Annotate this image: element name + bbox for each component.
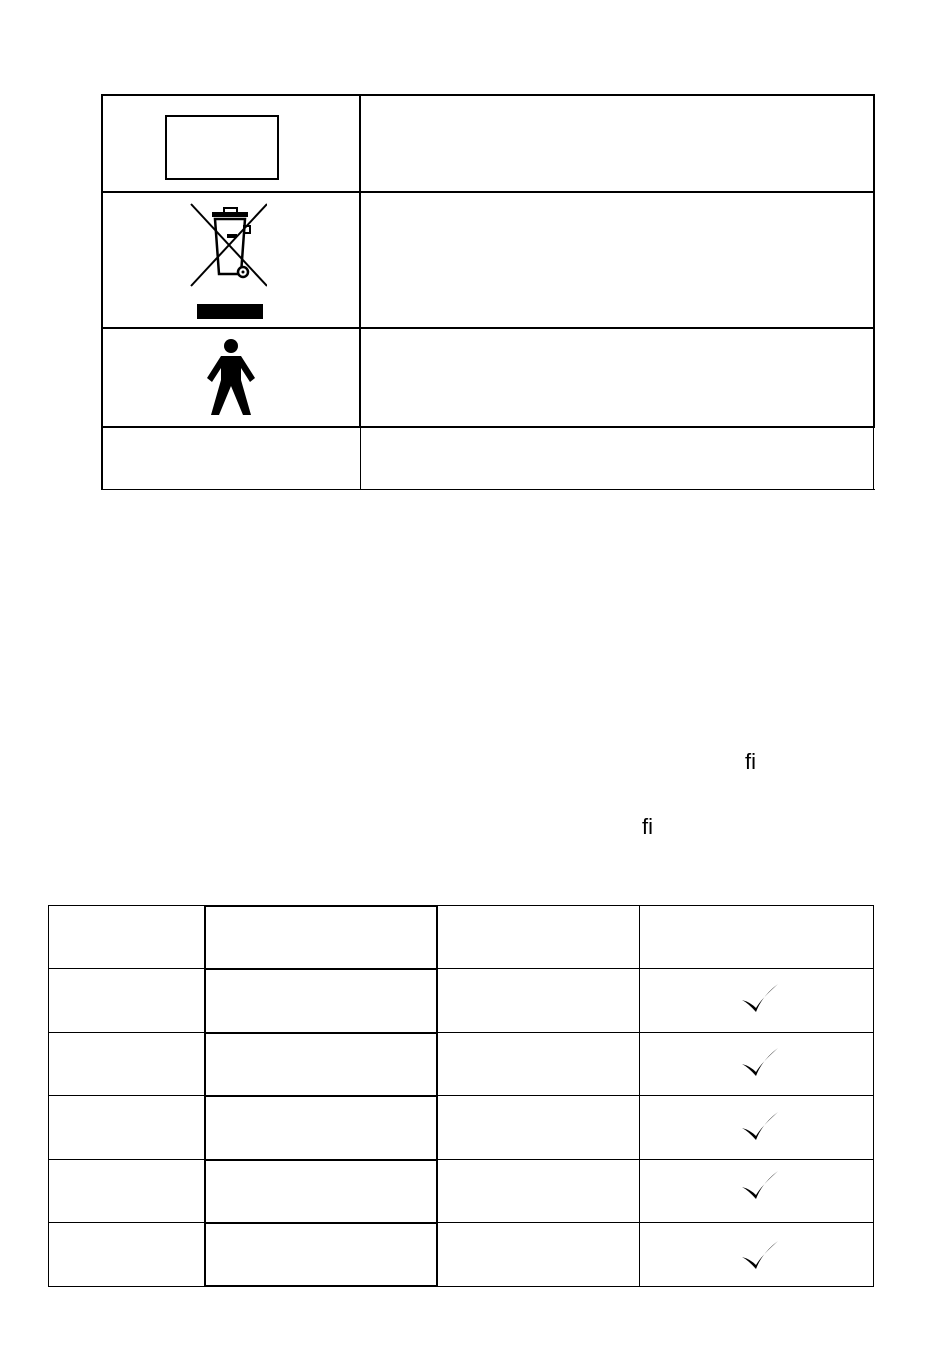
spec-mid-frame-4	[204, 1159, 438, 1161]
table-border-top	[101, 94, 875, 96]
crossed-out-wheelie-bin-icon	[187, 202, 267, 322]
checkmark-icon	[740, 1239, 780, 1273]
symbols-table	[101, 94, 875, 490]
spec-row-divider-5	[48, 1222, 874, 1223]
type-b-applied-part-icon	[203, 338, 259, 416]
column-divider-lower	[360, 428, 361, 490]
table-border-right	[873, 94, 875, 428]
spec-row-divider-3	[48, 1095, 874, 1096]
spec-border-bottom	[48, 1286, 874, 1287]
spec-border-top	[48, 905, 874, 906]
column-divider	[359, 94, 361, 428]
spec-row-divider-1	[48, 968, 874, 969]
row-divider-1	[101, 191, 875, 193]
checkmark-icon	[740, 1169, 780, 1203]
spec-mid-frame-bottom	[204, 1285, 438, 1287]
spec-col-divider-3	[639, 905, 640, 1287]
spec-table	[48, 905, 874, 1287]
ligature-glyph-2: ﬁ	[642, 814, 653, 839]
spec-mid-frame-2	[204, 1032, 438, 1034]
checkmark-icon	[740, 1046, 780, 1080]
row-divider-3	[101, 426, 875, 428]
spec-mid-frame-5	[204, 1222, 438, 1224]
table-border-bottom	[101, 489, 875, 490]
row-divider-2	[101, 327, 875, 329]
spec-row-divider-2	[48, 1032, 874, 1033]
checkmark-icon	[740, 1110, 780, 1144]
table-border-left	[101, 94, 103, 490]
ligature-glyph-1: ﬁ	[745, 749, 756, 774]
spec-mid-frame-top	[204, 905, 438, 907]
spec-row-divider-4	[48, 1159, 874, 1160]
table-border-right-lower	[873, 428, 874, 490]
spec-border-right	[873, 905, 874, 1287]
blank-box-symbol	[165, 115, 279, 180]
checkmark-icon	[740, 982, 780, 1016]
spec-mid-frame-1	[204, 968, 438, 970]
spec-mid-frame-3	[204, 1095, 438, 1097]
spec-border-left	[48, 905, 49, 1287]
